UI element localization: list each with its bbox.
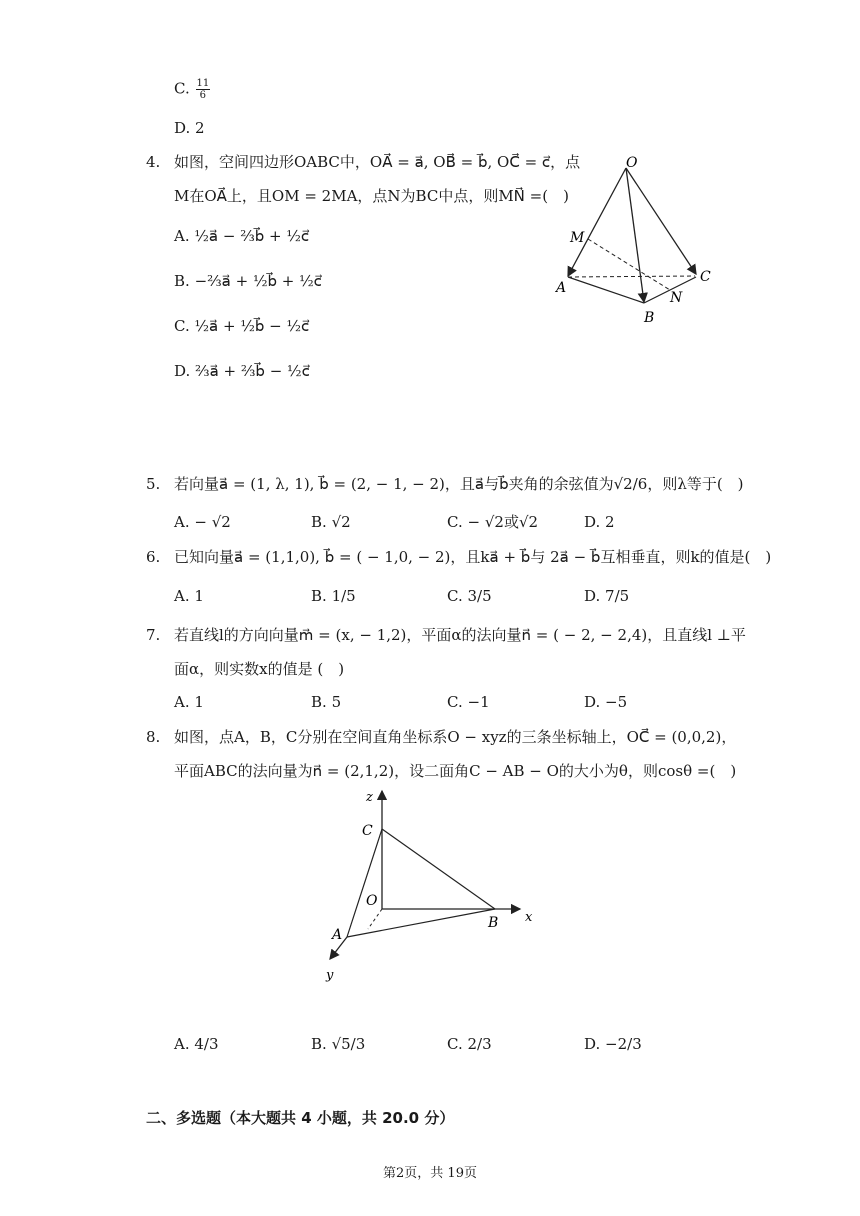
section-heading-multiple-choice: 二、多选题（本大题共 4 小题，共 20.0 分）	[146, 1109, 455, 1127]
question-6-text: 已知向量a⃗ = (1,1,0), b⃗ = ( − 1,0, − 2)，且ka⃗ + b⃗与 2a⃗ − b⃗互相垂直，则k的值是( )	[174, 548, 772, 566]
label-n: N	[670, 290, 683, 306]
option-text: −2/3	[605, 1035, 642, 1053]
option-label: C.	[174, 317, 190, 335]
edge-oc	[626, 168, 696, 274]
option-label: A.	[174, 513, 190, 531]
option-text: 4/3	[194, 1035, 219, 1053]
option-label: A.	[174, 693, 190, 711]
option-label: C.	[447, 693, 463, 711]
option-label: B.	[311, 693, 327, 711]
denominator: 6	[199, 90, 207, 101]
label-o: O	[626, 155, 638, 171]
option-text: −⅔a⃗ + ½b⃗ + ½c⃗	[194, 272, 322, 290]
question-7-line-1: 若直线l的方向向量m⃗ = (x, − 1,2)，平面α的法向量n⃗ = ( − 2, − 2,4)，且直线l ⊥平	[174, 626, 746, 644]
option-text: √2	[331, 513, 351, 531]
question-6-option-c	[447, 586, 492, 606]
question-7-option-b	[311, 692, 341, 712]
label-c: C	[362, 823, 373, 839]
question-6-number: 6.	[146, 548, 161, 566]
option-label: D.	[174, 362, 191, 380]
label-x: x	[525, 910, 533, 925]
option-label: A.	[174, 587, 190, 605]
numerator: 11	[196, 78, 210, 89]
page-footer: 第2页，共 19页	[383, 1166, 477, 1181]
label-y: y	[326, 968, 334, 983]
edge-ca	[347, 829, 382, 937]
option-text: 1	[194, 693, 204, 711]
y-axis-hidden	[368, 909, 382, 929]
question-4-option-c	[174, 316, 309, 336]
edge-ob	[626, 168, 644, 302]
option-label: C.	[174, 79, 190, 98]
question-6-option-a	[174, 586, 204, 606]
question-7-option-d	[584, 692, 627, 712]
option-label: B.	[311, 1035, 327, 1053]
option-text: ½a⃗ − ⅔b⃗ + ½c⃗	[194, 227, 310, 245]
option-text: 1	[194, 587, 204, 605]
option-text: −1	[467, 693, 490, 711]
question-7-option-a	[174, 692, 204, 712]
tetrahedron-figure	[550, 150, 720, 330]
edge-ab	[347, 909, 495, 937]
option-text: − √2	[194, 513, 231, 531]
segment-mn	[588, 239, 670, 290]
label-z: z	[366, 790, 373, 805]
option-text: 2	[605, 513, 615, 531]
question-5-text: 若向量a⃗ = (1, λ, 1), b⃗ = (2, − 1, − 2)，且a⃗与b⃗夹角的余弦值为√2/6，则λ等于( )	[174, 475, 744, 493]
edge-ab	[568, 277, 644, 303]
option-label: A.	[174, 1035, 190, 1053]
label-b: B	[644, 310, 655, 326]
question-8-option-c	[447, 1034, 492, 1054]
option-text: ½a⃗ + ½b⃗ − ½c⃗	[194, 317, 310, 335]
edge-oa	[568, 168, 626, 276]
option-label: B.	[311, 513, 327, 531]
option-label: D.	[584, 1035, 601, 1053]
question-4-number: 4.	[146, 153, 161, 171]
prev-option-d: D. 2	[174, 119, 205, 137]
edge-cb	[382, 829, 495, 909]
question-5-option-b	[311, 512, 351, 532]
question-4-line-2: M在OA⃗上，且OM = 2MA，点N为BC中点，则MN⃗ =( )	[174, 187, 569, 205]
prev-option-c	[174, 78, 211, 101]
option-text: ⅔a⃗ + ⅔b⃗ − ½c⃗	[195, 362, 310, 380]
label-m: M	[570, 230, 585, 246]
question-8-option-a	[174, 1034, 219, 1054]
question-8-number: 8.	[146, 728, 161, 746]
option-label: C.	[447, 1035, 463, 1053]
option-text: −5	[605, 693, 628, 711]
question-8-line-2: 平面ABC的法向量为n⃗ = (2,1,2)，设二面角C − AB − O的大小为θ，则cosθ =( )	[174, 762, 737, 780]
question-8-line-1: 如图，点A，B，C分别在空间直角坐标系O − xyz的三条坐标轴上，OC⃗ = (0,0,2)，	[174, 728, 737, 746]
coordinate-axes-figure	[320, 785, 550, 985]
label-o: O	[366, 893, 378, 909]
fraction	[196, 78, 211, 101]
question-4-option-d	[174, 361, 310, 381]
option-label: A.	[174, 227, 190, 245]
question-4-line-1: 如图，空间四边形OABC中，OA⃗ = a⃗, OB⃗ = b⃗, OC⃗ = c⃗，点	[174, 153, 581, 171]
question-5-option-d	[584, 512, 615, 532]
option-label: D.	[584, 693, 601, 711]
option-text: 7/5	[605, 587, 630, 605]
option-label: C.	[447, 513, 463, 531]
question-7-line-2: 面α，则实数x的值是 ( )	[174, 660, 345, 678]
option-text: 3/5	[467, 587, 492, 605]
edge-ac-hidden	[568, 276, 695, 277]
question-4-option-b	[174, 271, 322, 291]
question-8-option-b	[311, 1034, 365, 1054]
option-text: √5/3	[331, 1035, 366, 1053]
option-text: 5	[331, 693, 342, 711]
question-7-option-c	[447, 692, 490, 712]
option-label: C.	[447, 587, 463, 605]
option-text: 2/3	[467, 1035, 492, 1053]
question-6-option-b	[311, 586, 356, 606]
option-label: D.	[584, 587, 601, 605]
label-c: C	[700, 269, 711, 285]
question-5-number: 5.	[146, 475, 161, 493]
option-text: 1/5	[331, 587, 356, 605]
label-b: B	[488, 915, 499, 931]
question-5-option-c	[447, 512, 538, 532]
label-a: A	[332, 927, 343, 943]
option-label: B.	[311, 587, 327, 605]
question-7-number: 7.	[146, 626, 161, 644]
option-text: − √2或√2	[467, 513, 539, 531]
option-label: B.	[174, 272, 190, 290]
label-a: A	[556, 280, 567, 296]
question-8-option-d	[584, 1034, 642, 1054]
question-4-option-a	[174, 226, 309, 246]
question-5-option-a	[174, 512, 231, 532]
option-label: D.	[584, 513, 601, 531]
question-6-option-d	[584, 586, 629, 606]
